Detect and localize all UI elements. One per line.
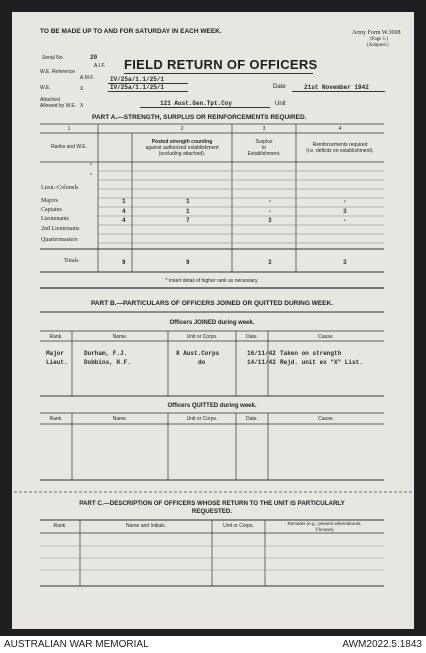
joined-row-1-unit: 8 Aust.Corps [176, 350, 220, 357]
col-number-4: 4 [338, 126, 342, 132]
totals-we: 9 [122, 259, 126, 266]
form-page: (Page 1.) [370, 37, 389, 42]
instruction-text: TO BE MADE UP TO AND FOR SATURDAY IN EACH WEEK. [40, 28, 222, 35]
row-rank-lt-colonels: Lieut.-Colonels [41, 185, 79, 191]
joined-row-1-name: Durham, F.J. [84, 350, 128, 357]
lieutenants-reinf: - [343, 217, 347, 224]
joined-row-2-rank: Lieut. [46, 359, 68, 366]
lieutenants-we: 4 [122, 217, 126, 224]
part-c-header-remarks-2: if known) [315, 527, 334, 532]
col-header-ranks: Ranks and W.E. [51, 144, 87, 150]
captains-we: 4 [122, 208, 126, 215]
totals-reinf: 3 [343, 259, 347, 266]
col-header-posted-2: against authorized establishment [145, 145, 219, 151]
totals-label: Totals [64, 258, 79, 264]
we-label: W.E. [40, 85, 51, 91]
part-c-header-name: Name and Initials. [125, 523, 167, 529]
serial-label: Serial No. [42, 55, 64, 61]
page-title: FIELD RETURN OF OFFICERS [124, 57, 318, 72]
majors-reinf: - [343, 198, 347, 205]
we-value: IV/25a/1.1/25/1 [110, 84, 165, 91]
attached-label: Attached [40, 97, 60, 103]
totals-posted: 9 [186, 259, 190, 266]
joined-header-name: Name. [112, 334, 128, 340]
row-rank-star-1: * [90, 163, 92, 169]
captains-reinf: 3 [343, 208, 347, 215]
quitted-title: Officers QUITTED during week. [167, 403, 257, 409]
col-header-surplus-3: Establishment. [247, 151, 281, 157]
captains-surplus: - [268, 208, 272, 215]
row-rank-2nd-lieutenants: 2nd Lieutenants [41, 226, 80, 232]
joined-row-2-name: Dobbins, H.F. [84, 359, 131, 366]
majors-surplus: - [268, 198, 272, 205]
archive-footer [0, 636, 426, 653]
part-c-title-line-2: REQUESTED. [191, 508, 233, 515]
joined-header-unit: Unit or Corps. [186, 334, 218, 340]
col-header-surplus-2: to [261, 145, 267, 151]
col-header-posted-1: Posted strength counting [151, 139, 213, 145]
col-header-posted-3: (excluding attached). [158, 151, 206, 157]
we-reference-value: IV/25a/1.1/25/1 [110, 76, 165, 83]
part-c-header-rank: Rank. [53, 523, 67, 529]
allowed-label: Allowed by W.E. [40, 103, 77, 109]
form-id: Army Form W.3008 [352, 30, 401, 36]
lieutenants-surplus: 3 [268, 217, 272, 224]
joined-row-2-unit: do [198, 359, 206, 366]
col-number-3: 3 [262, 126, 266, 132]
col-header-reinf-2: (i.e. deficits on establishment). [306, 148, 374, 154]
part-c-header-remarks-1: Remarks (e.g., present whereabouts, [287, 521, 362, 526]
we-reference-label: W.E. Reference [40, 69, 76, 75]
quitted-header-date: Date. [246, 416, 258, 422]
totals-surplus: 3 [268, 259, 272, 266]
joined-header-date: Date. [246, 334, 258, 340]
part-c-title-line-1: PART C.—DESCRIPTION OF OFFICERS WHOSE RETURN TO THE UNIT IS PARTICULARLY [79, 500, 345, 507]
col-number-2: 2 [180, 126, 184, 132]
col-header-reinf-1: Reinforcements required [312, 142, 368, 148]
unit-label: Unit [275, 101, 286, 107]
unit-value: 121 Aust.Gen.Tpt.Coy [160, 100, 233, 107]
archive-accession: AWM2022.5.1843 [342, 639, 422, 650]
joined-row-2-cause: Rejd. unit ex "X" List. [280, 359, 363, 366]
row-rank-captains: Captains [41, 207, 62, 213]
captains-posted: 1 [186, 208, 190, 215]
date-value: 21st November 1942 [304, 84, 369, 91]
joined-header-rank: Rank. [49, 334, 63, 340]
quitted-header-rank: Rank. [49, 416, 63, 422]
part-a-title: PART A.—STRENGTH, SURPLUS OR REINFORCEMENTS REQUIRED. [92, 114, 307, 121]
archive-source: AUSTRALIAN WAR MEMORIAL [4, 639, 149, 650]
form-adapted: (Adapted.) [367, 43, 389, 48]
quitted-header-name: Name. [112, 416, 128, 422]
row-rank-lieutenants: Lieutenants [41, 216, 69, 222]
row-rank-quartermasters: Quartermasters [41, 237, 78, 243]
majors-posted: 1 [186, 198, 190, 205]
joined-title: Officers JOINED during week. [169, 320, 255, 326]
quitted-header-cause: Cause. [318, 416, 334, 422]
col-number-1: 1 [67, 126, 71, 132]
x-label-2: X [80, 103, 84, 109]
lieutenants-posted: 7 [186, 217, 190, 224]
part-b-title: PART B.—PARTICULARS OF OFFICERS JOINED OR QUITTED DURING WEEK. [90, 300, 334, 307]
majors-we: 1 [122, 198, 126, 205]
aif-label: A.I.F. [94, 63, 106, 69]
date-label: Date [273, 84, 286, 90]
joined-row-1-rank: Major [46, 350, 65, 357]
amf-label: A.M.F. [80, 75, 95, 81]
joined-row-1-cause: Taken on strength [280, 350, 342, 357]
part-a-footnote: * Insert detail of higher rank as necessary. [165, 278, 259, 284]
x-label: X [80, 86, 84, 92]
joined-header-cause: Cause. [318, 334, 334, 340]
row-rank-star-2: * [90, 173, 92, 179]
part-c-header-unit: Unit or Corps. [223, 523, 254, 529]
row-rank-majors: Majors [41, 198, 58, 204]
joined-row-2-date: 14/11/42 [247, 359, 276, 366]
joined-row-1-date: 16/11/42 [247, 350, 276, 357]
col-header-surplus-1: Surplus [255, 139, 273, 145]
quitted-header-unit: Unit or Corps. [186, 416, 218, 422]
serial-value: 20 [90, 54, 98, 61]
